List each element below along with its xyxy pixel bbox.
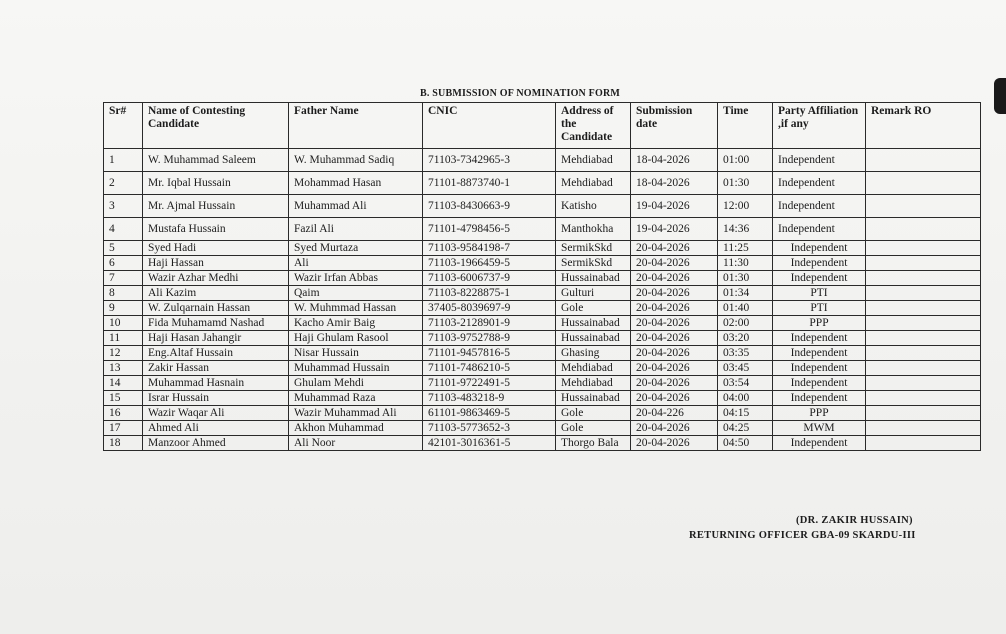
cell-time: 03:45 — [718, 361, 773, 376]
table-row — [104, 406, 981, 421]
cell-date: 20-04-2026 — [631, 331, 718, 346]
cell-remark — [866, 406, 981, 421]
cell-candidate: Wazir Azhar Medhi — [143, 271, 289, 286]
cell-party: PPP — [773, 406, 866, 421]
table-row — [104, 218, 981, 241]
cell-sr: 9 — [104, 301, 143, 316]
col-header-cnic: CNIC — [423, 103, 556, 149]
cell-father: Wazir Irfan Abbas — [289, 271, 423, 286]
cell-sr: 10 — [104, 316, 143, 331]
cell-sr: 12 — [104, 346, 143, 361]
cell-remark — [866, 172, 981, 195]
cell-father: Muhammad Raza — [289, 391, 423, 406]
col-header-sr: Sr# — [104, 103, 143, 149]
cell-time: 04:15 — [718, 406, 773, 421]
cell-remark — [866, 195, 981, 218]
cell-remark — [866, 421, 981, 436]
cell-date: 20-04-2026 — [631, 286, 718, 301]
cell-candidate: Fida Muhamamd Nashad — [143, 316, 289, 331]
cell-address: Manthokha — [556, 218, 631, 241]
table-header-row — [104, 103, 981, 149]
cell-cnic: 71103-483218-9 — [423, 391, 556, 406]
cell-cnic: 71103-8430663-9 — [423, 195, 556, 218]
cell-cnic: 71103-8228875-1 — [423, 286, 556, 301]
cell-address: Hussainabad — [556, 331, 631, 346]
cell-remark — [866, 256, 981, 271]
cell-party: Independent — [773, 271, 866, 286]
page-edge-mark — [994, 78, 1006, 114]
cell-date: 20-04-2026 — [631, 421, 718, 436]
cell-cnic: 71103-1966459-5 — [423, 256, 556, 271]
cell-remark — [866, 241, 981, 256]
cell-sr: 13 — [104, 361, 143, 376]
col-header-time: Time — [718, 103, 773, 149]
col-header-father: Father Name — [289, 103, 423, 149]
cell-cnic: 71101-8873740-1 — [423, 172, 556, 195]
cell-address: SermikSkd — [556, 256, 631, 271]
cell-cnic: 71101-7486210-5 — [423, 361, 556, 376]
cell-date: 19-04-2026 — [631, 218, 718, 241]
cell-party: Independent — [773, 376, 866, 391]
cell-party: PPP — [773, 316, 866, 331]
cell-address: Ghasing — [556, 346, 631, 361]
cell-address: Mehdiabad — [556, 172, 631, 195]
cell-sr: 18 — [104, 436, 143, 451]
table-row — [104, 316, 981, 331]
cell-candidate: Wazir Waqar Ali — [143, 406, 289, 421]
cell-candidate: Muhammad Hasnain — [143, 376, 289, 391]
cell-candidate: Mr. Ajmal Hussain — [143, 195, 289, 218]
cell-remark — [866, 346, 981, 361]
table-row — [104, 195, 981, 218]
cell-sr: 6 — [104, 256, 143, 271]
cell-remark — [866, 316, 981, 331]
cell-father: Akhon Muhammad — [289, 421, 423, 436]
cell-party: Independent — [773, 331, 866, 346]
table-row — [104, 361, 981, 376]
cell-cnic: 71103-9752788-9 — [423, 331, 556, 346]
col-header-remark: Remark RO — [866, 103, 981, 149]
cell-father: Syed Murtaza — [289, 241, 423, 256]
cell-father: Haji Ghulam Rasool — [289, 331, 423, 346]
cell-date: 20-04-2026 — [631, 301, 718, 316]
cell-cnic: 71103-5773652-3 — [423, 421, 556, 436]
cell-party: Independent — [773, 436, 866, 451]
cell-address: Hussainabad — [556, 316, 631, 331]
cell-date: 20-04-2026 — [631, 241, 718, 256]
cell-remark — [866, 376, 981, 391]
cell-time: 03:35 — [718, 346, 773, 361]
cell-date: 20-04-2026 — [631, 256, 718, 271]
cell-sr: 14 — [104, 376, 143, 391]
cell-sr: 16 — [104, 406, 143, 421]
cell-candidate: Manzoor Ahmed — [143, 436, 289, 451]
cell-candidate: W. Muhammad Saleem — [143, 149, 289, 172]
cell-party: PTI — [773, 286, 866, 301]
cell-father: Nisar Hussain — [289, 346, 423, 361]
cell-remark — [866, 149, 981, 172]
table-row — [104, 421, 981, 436]
cell-address: Gole — [556, 421, 631, 436]
cell-date: 20-04-2026 — [631, 316, 718, 331]
cell-sr: 15 — [104, 391, 143, 406]
cell-address: Gole — [556, 301, 631, 316]
cell-time: 04:00 — [718, 391, 773, 406]
cell-time: 12:00 — [718, 195, 773, 218]
cell-time: 03:20 — [718, 331, 773, 346]
cell-candidate: Haji Hasan Jahangir — [143, 331, 289, 346]
cell-father: Wazir Muhammad Ali — [289, 406, 423, 421]
table-row — [104, 391, 981, 406]
cell-time: 02:00 — [718, 316, 773, 331]
cell-remark — [866, 361, 981, 376]
table-row — [104, 241, 981, 256]
cell-sr: 11 — [104, 331, 143, 346]
cell-sr: 8 — [104, 286, 143, 301]
cell-time: 01:00 — [718, 149, 773, 172]
cell-remark — [866, 436, 981, 451]
cell-candidate: Mustafa Hussain — [143, 218, 289, 241]
col-header-party: Party Affiliation ,if any — [773, 103, 866, 149]
cell-father: Ali — [289, 256, 423, 271]
cell-candidate: Haji Hassan — [143, 256, 289, 271]
table-row — [104, 256, 981, 271]
col-header-address: Address of the Candidate — [556, 103, 631, 149]
cell-date: 19-04-2026 — [631, 195, 718, 218]
cell-party: Independent — [773, 346, 866, 361]
cell-sr: 5 — [104, 241, 143, 256]
cell-address: Mehdiabad — [556, 149, 631, 172]
col-header-candidate: Name of Contesting Candidate — [143, 103, 289, 149]
cell-sr: 2 — [104, 172, 143, 195]
cell-father: Muhammad Ali — [289, 195, 423, 218]
cell-candidate: Israr Hussain — [143, 391, 289, 406]
table-row — [104, 149, 981, 172]
cell-cnic: 71103-2128901-9 — [423, 316, 556, 331]
cell-candidate: W. Zulqarnain Hassan — [143, 301, 289, 316]
cell-candidate: Zakir Hassan — [143, 361, 289, 376]
cell-time: 03:54 — [718, 376, 773, 391]
signature-designation: RETURNING OFFICER GBA-09 SKARDU-III — [689, 530, 916, 541]
cell-party: Independent — [773, 391, 866, 406]
cell-party: MWM — [773, 421, 866, 436]
cell-date: 20-04-2026 — [631, 391, 718, 406]
cell-date: 20-04-2026 — [631, 346, 718, 361]
cell-time: 01:34 — [718, 286, 773, 301]
cell-remark — [866, 391, 981, 406]
cell-father: W. Muhammad Sadiq — [289, 149, 423, 172]
cell-date: 18-04-2026 — [631, 172, 718, 195]
cell-remark — [866, 331, 981, 346]
table-row — [104, 271, 981, 286]
cell-address: Gulturi — [556, 286, 631, 301]
cell-date: 20-04-226 — [631, 406, 718, 421]
cell-date: 20-04-2026 — [631, 271, 718, 286]
cell-date: 20-04-2026 — [631, 376, 718, 391]
cell-time: 04:50 — [718, 436, 773, 451]
cell-candidate: Ali Kazim — [143, 286, 289, 301]
cell-father: Ghulam Mehdi — [289, 376, 423, 391]
cell-address: Thorgo Bala — [556, 436, 631, 451]
cell-date: 18-04-2026 — [631, 149, 718, 172]
table-row — [104, 301, 981, 316]
cell-cnic: 61101-9863469-5 — [423, 406, 556, 421]
cell-address: Gole — [556, 406, 631, 421]
cell-father: Fazil Ali — [289, 218, 423, 241]
cell-address: SermikSkd — [556, 241, 631, 256]
cell-remark — [866, 286, 981, 301]
cell-remark — [866, 301, 981, 316]
cell-party: Independent — [773, 361, 866, 376]
cell-party: Independent — [773, 195, 866, 218]
cell-father: Kacho Amir Baig — [289, 316, 423, 331]
nomination-table — [103, 102, 981, 451]
cell-date: 20-04-2026 — [631, 361, 718, 376]
cell-candidate: Ahmed Ali — [143, 421, 289, 436]
cell-candidate: Syed Hadi — [143, 241, 289, 256]
cell-cnic: 71103-6006737-9 — [423, 271, 556, 286]
cell-party: Independent — [773, 149, 866, 172]
cell-time: 01:30 — [718, 172, 773, 195]
cell-father: W. Muhmmad Hassan — [289, 301, 423, 316]
cell-father: Muhammad Hussain — [289, 361, 423, 376]
cell-cnic: 71101-9722491-5 — [423, 376, 556, 391]
cell-address: Hussainabad — [556, 391, 631, 406]
cell-father: Qaim — [289, 286, 423, 301]
cell-time: 01:30 — [718, 271, 773, 286]
cell-party: Independent — [773, 241, 866, 256]
cell-sr: 1 — [104, 149, 143, 172]
cell-time: 01:40 — [718, 301, 773, 316]
cell-cnic: 42101-3016361-5 — [423, 436, 556, 451]
cell-time: 04:25 — [718, 421, 773, 436]
cell-remark — [866, 218, 981, 241]
cell-cnic: 37405-8039697-9 — [423, 301, 556, 316]
cell-sr: 4 — [104, 218, 143, 241]
cell-party: Independent — [773, 256, 866, 271]
col-header-date: Submission date — [631, 103, 718, 149]
signature-name: (DR. ZAKIR HUSSAIN) — [796, 515, 913, 526]
cell-address: Mehdiabad — [556, 361, 631, 376]
cell-remark — [866, 271, 981, 286]
table-row — [104, 376, 981, 391]
cell-address: Hussainabad — [556, 271, 631, 286]
cell-address: Katisho — [556, 195, 631, 218]
table-body — [104, 149, 981, 451]
cell-cnic: 71103-9584198-7 — [423, 241, 556, 256]
table-row — [104, 172, 981, 195]
cell-time: 14:36 — [718, 218, 773, 241]
cell-party: Independent — [773, 218, 866, 241]
cell-father: Mohammad Hasan — [289, 172, 423, 195]
cell-cnic: 71101-9457816-5 — [423, 346, 556, 361]
cell-father: Ali Noor — [289, 436, 423, 451]
cell-address: Mehdiabad — [556, 376, 631, 391]
cell-party: Independent — [773, 172, 866, 195]
cell-party: PTI — [773, 301, 866, 316]
table-row — [104, 286, 981, 301]
cell-cnic: 71101-4798456-5 — [423, 218, 556, 241]
cell-sr: 7 — [104, 271, 143, 286]
cell-cnic: 71103-7342965-3 — [423, 149, 556, 172]
table-row — [104, 346, 981, 361]
cell-time: 11:25 — [718, 241, 773, 256]
cell-candidate: Mr. Iqbal Hussain — [143, 172, 289, 195]
cell-time: 11:30 — [718, 256, 773, 271]
table-row — [104, 436, 981, 451]
document-title: B. SUBMISSION OF NOMINATION FORM — [420, 88, 621, 99]
cell-candidate: Eng.Altaf Hussain — [143, 346, 289, 361]
cell-date: 20-04-2026 — [631, 436, 718, 451]
cell-sr: 3 — [104, 195, 143, 218]
cell-sr: 17 — [104, 421, 143, 436]
table-row — [104, 331, 981, 346]
